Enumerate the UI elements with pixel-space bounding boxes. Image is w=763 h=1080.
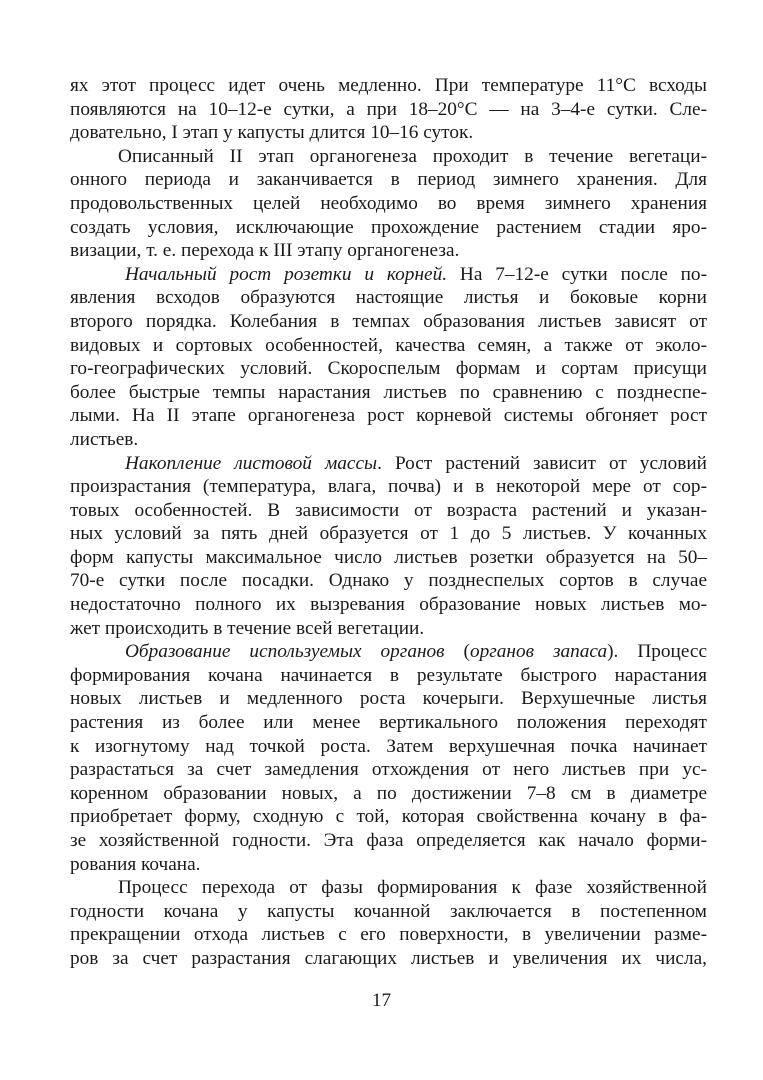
text-line <box>70 876 707 900</box>
line-text: довательно, I этап у капусты длится 10–16 суток. <box>70 122 474 144</box>
line-text: ( <box>444 641 470 663</box>
line-text: произрастания (температура, влага, почва) и в некоторой мере от сор- <box>70 476 707 498</box>
text-line <box>70 286 707 310</box>
text-line <box>70 617 707 641</box>
italic-heading: органов запаса <box>469 641 608 663</box>
text-line <box>70 239 707 263</box>
text-line <box>70 121 707 145</box>
line-text: форм капусты максимальное число листьев розетки образуется на 50– <box>70 546 707 568</box>
line-text: видовых и сортовых особенностей, качества семян, а также от эколо- <box>70 334 707 356</box>
text-line <box>70 499 707 523</box>
line-text: продовольственных целей необходимо во время зимнего хранения <box>70 192 707 214</box>
italic-heading: Накопление листовой массы <box>125 452 378 474</box>
text-line <box>70 947 707 971</box>
text-line <box>70 805 707 829</box>
line-text: создать условия, исключающие прохождение растением стадии яро- <box>70 216 707 238</box>
text-line <box>70 192 707 216</box>
line-text: годности кочана у капусты кочанной заключается в постепенном <box>70 900 707 922</box>
line-text: Процесс перехода от фазы формирования к фазе хозяйственной <box>118 877 707 899</box>
line-text: Описанный II этап органогенеза проходит в течение вегетаци- <box>118 145 707 167</box>
text-line <box>70 74 707 98</box>
text-line <box>70 334 707 358</box>
text-line <box>70 546 707 570</box>
text-line <box>70 428 707 452</box>
line-text: явления всходов образуются настоящие листья и боковые корни <box>70 287 707 309</box>
text-line <box>70 475 707 499</box>
line-text: коренном образовании новых, а по достижении 7–8 см в диаметре <box>70 782 707 804</box>
line-text: приобретает форму, сходную с той, которая свойственна кочану в фа- <box>70 806 707 828</box>
line-text: разрастаться за счет замедления отхождения от него листьев при ус- <box>70 759 707 781</box>
line-text: го-географических условий. Скороспелым формам и сортам присущи <box>70 358 707 380</box>
line-text: растения из более или менее вертикального положения переходят <box>70 712 707 734</box>
page-number: 17 <box>372 990 391 1011</box>
line-text: второго порядка. Колебания в темпах образования листьев зависят от <box>70 310 707 332</box>
text-line <box>70 357 707 381</box>
line-text: формирования кочана начинается в результате быстрого нарастания <box>70 664 707 686</box>
line-text: визации, т. е. перехода к III этапу органогенеза. <box>70 240 460 262</box>
text-line <box>70 98 707 122</box>
text-line <box>70 640 707 664</box>
paragraph <box>70 145 707 263</box>
line-text: более быстрые темпы нарастания листьев по сравнению с позднеспе- <box>70 381 707 403</box>
text-line <box>70 522 707 546</box>
text-line <box>70 758 707 782</box>
text-line <box>70 381 707 405</box>
line-text: появляются на 10–12-е сутки, а при 18–20°С — на 3–4-е сутки. Сле- <box>70 98 707 120</box>
text-line <box>70 923 707 947</box>
line-text: ях этот процесс идет очень медленно. При температуре 11°С всходы <box>70 75 707 96</box>
paragraph <box>70 640 707 876</box>
italic-heading: Начальный рост розетки и корней. <box>125 263 448 285</box>
line-text: . Рост растений зависит от условий <box>377 452 708 474</box>
line-text: прекращении отхода листьев с его поверхности, в увеличении разме- <box>70 924 707 946</box>
text-line <box>70 782 707 806</box>
text-line <box>70 664 707 688</box>
line-text: ных условий за пять дней образуется от 1 до 5 листьев. У кочанных <box>70 523 707 545</box>
line-text: 70-е сутки после посадки. Однако у позднеспелых сортов в случае <box>70 570 707 592</box>
text-line <box>70 829 707 853</box>
line-text: лыми. На II этапе органогенеза рост корневой системы обгоняет рост <box>70 405 707 427</box>
text-line <box>70 687 707 711</box>
text-line <box>70 569 707 593</box>
paragraph <box>70 452 707 641</box>
line-text: ). Процесс <box>607 641 708 663</box>
line-text: к изогнутому над точкой роста. Затем верхушечная почка начинает <box>70 735 707 757</box>
line-text: недостаточно полного их вызревания образование новых листьев мо- <box>70 594 707 616</box>
line-text: товых особенностей. В зависимости от возраста растений и указан- <box>70 499 707 521</box>
line-text: жет происходить в течение всей вегетации. <box>70 617 425 639</box>
italic-heading: Образование используемых органов <box>125 641 445 663</box>
paragraph <box>70 876 707 970</box>
line-text: На 7–12-е сутки после по- <box>447 263 707 285</box>
text-line <box>70 310 707 334</box>
line-text: онного периода и заканчивается в период зимнего хранения. Для <box>70 169 707 191</box>
line-text: ров за счет разрастания слагающих листьев и увеличения их числа, <box>70 947 707 969</box>
paragraph <box>70 263 707 452</box>
text-line <box>70 145 707 169</box>
text-line <box>70 168 707 192</box>
text-line <box>70 735 707 759</box>
line-text: листьев. <box>70 428 139 450</box>
text-line <box>70 711 707 735</box>
text-line <box>70 263 707 287</box>
text-line <box>70 593 707 617</box>
line-text: зе хозяйственной годности. Эта фаза определяется как начало форми- <box>70 830 707 851</box>
text-line <box>70 452 707 476</box>
text-line <box>70 900 707 924</box>
text-line <box>70 216 707 240</box>
paragraph <box>70 74 707 145</box>
line-text: новых листьев и медленного роста кочерыги. Верхушечные листья <box>70 688 707 710</box>
text-line <box>70 404 707 428</box>
text-line <box>70 853 707 877</box>
body-text <box>70 74 707 971</box>
line-text: рования кочана. <box>70 853 201 875</box>
